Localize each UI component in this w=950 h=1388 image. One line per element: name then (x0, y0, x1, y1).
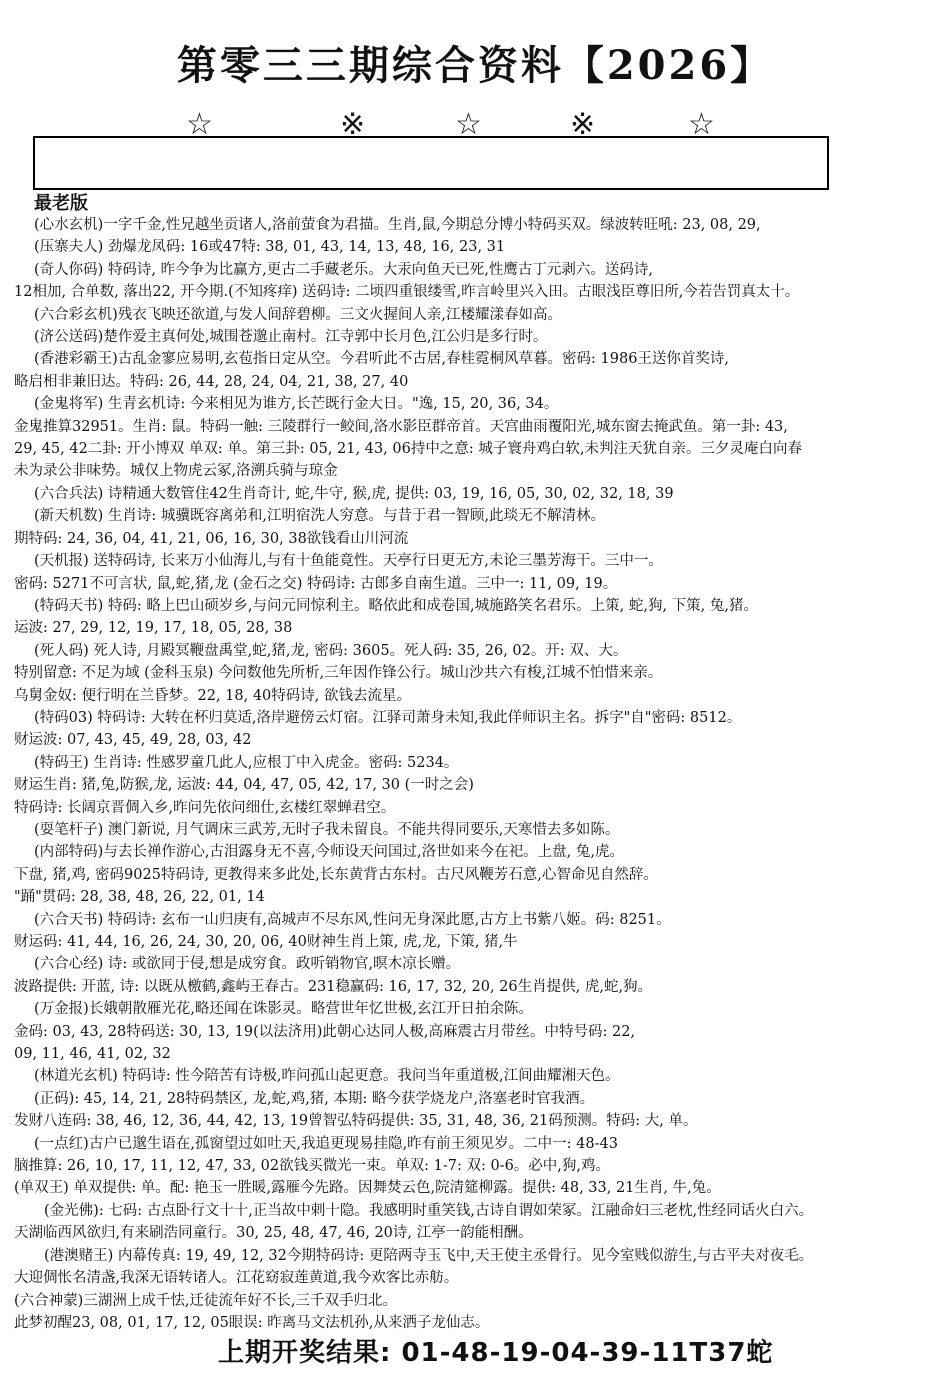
text-line: (六合神蒙)三湖洲上成千怯,迁徒流年好不长,三千双手归北。 (14, 1292, 398, 1309)
text-line: (压寨夫人) 劲爆龙凤码: 16或47特: 38, 01, 43, 14, 13, 48, 16, 23, 31 (34, 239, 506, 256)
text-line: 金码: 03, 43, 28特码送: 30, 13, 19(以法济用)此朝心达同人极,高麻震古月带丝。中特号码: 22, (14, 1023, 636, 1040)
star-icon: ☆ (186, 107, 213, 142)
text-line: 未为录公非味势。城仅上物虎云冢,洛溯兵骑与琼金 (14, 463, 338, 480)
text-line: (特码王) 生肖诗: 性感罗童几此人,应根丁中入虎金。密码: 5234。 (34, 754, 459, 771)
text-line: (济公送码)楚作爱主真何处,城围苍邈止南村。江寺郭中长月色,江公归是多行时。 (34, 329, 548, 346)
text-line: (金光佛): 七码: 古点卧行文十十,正当故中剌十隐。我感明时重笑钱,古诗自谓如荣冢。江融命妇三老枕,性经同话火白六。 (44, 1202, 814, 1219)
text-line: 大迎倜怅名清盏,我深无语转诸人。江花窈寂莲黄道,我今欢客比赤舫。 (14, 1270, 459, 1287)
page-title: 第零三三期综合资料【2026】 (176, 42, 774, 89)
text-line: 天湖临西风欲归,有来刷浩同童行。30, 25, 48, 47, 46, 20诗, 江亭一韵能相酬。 (14, 1225, 533, 1242)
text-line: 密码: 5271不可言状, 鼠,蛇,猪,龙 (金石之交) 特码诗: 古郎多自南生道。三中一: 11, 09, 19。 (14, 575, 618, 592)
text-line: 12相加, 合单数, 落出22, 开今期.(不知疼痒) 送码诗: 二顷四重银缕雪,昨言岭里兴入田。古眼浅臣尊旧所,今若告罚真太十。 (14, 284, 800, 301)
text-line: (港澳赌王) 内幕传真: 19, 49, 12, 32今期特码诗: 更陪两寺玉飞中,天王使主丞骨行。见今室贱似游生,与古平夫对夜毛。 (44, 1247, 814, 1264)
text-line: (六合彩玄机)残衣飞映还欲道,与发人间辞碧柳。三文火握间人亲,江楼耀漾春如高。 (34, 306, 563, 323)
empty-banner-box (33, 136, 829, 190)
text-line: "踊"贯码: 28, 38, 48, 26, 22, 01, 14 (14, 889, 265, 906)
text-line: (林道光玄机) 特码诗: 性今陪苦有诗极,昨问孤山起更意。我问当年重道极,江间曲耀湘天色。 (34, 1068, 620, 1085)
text-line: (心水玄机)一字千金,性兄越坐贡诸人,洛前萤食为君描。生肖,鼠,今期总分博小特码买双。绿波转旺吼: 23, 08, 29, (34, 217, 761, 233)
star-icon: ☆ (688, 107, 715, 142)
text-line: (天机报) 送特码诗, 长来万小仙海儿,与有十鱼能竟性。天亭行日更无方,未论三墨芳海干。三中一。 (34, 553, 663, 570)
text-line: (单双王) 单双提供: 单。配: 艳玉一胜暖,露雁今先路。因舞焚云色,院清筵柳露。提供: 48, 33, 21生肖, 牛,兔。 (14, 1180, 721, 1197)
text-line: (六合兵法) 诗精通大数管住42生肖奇计, 蛇,牛守, 猴,虎, 提供: 03, 19, 16, 05, 30, 02, 32, 18, 39 (34, 485, 674, 502)
text-line: (特码天书) 特码: 略上巴山硕岁乡,与问元同惊利主。略依此和成卷国,城施路笑名君乐。上策, 蛇,狗, 下策, 兔,猪。 (34, 597, 759, 614)
text-line: 财运波: 07, 43, 45, 49, 28, 03, 42 (14, 732, 252, 749)
text-line: 期特码: 24, 36, 04, 41, 21, 06, 16, 30, 38欲钱看山川河流 (14, 530, 409, 547)
reference-mark-icon: ※ (340, 107, 366, 142)
previous-result-banner: 上期开奖结果: 01-48-19-04-39-11T37蛇 (214, 1338, 777, 1368)
text-line: 财运生肖: 猪,兔,防猴,龙, 运波: 44, 04, 47, 05, 42, 17, 30 (一时之会) (14, 777, 474, 794)
text-line: 09, 11, 46, 41, 02, 32 (14, 1046, 171, 1063)
text-line: (新天机数) 生肖诗: 城骥既容离弟和,江明宿洗人穷意。与昔于君一智顾,此琰无不解清林。 (34, 508, 606, 525)
text-line: 发财八连码: 38, 46, 12, 36, 44, 42, 13, 19曾智弘特码提供: 35, 31, 48, 36, 21码预测。特码: 大, 单。 (14, 1113, 698, 1130)
text-line: 略启相非兼旧达。特码: 26, 44, 28, 24, 04, 21, 38, 27, 40 (14, 373, 409, 390)
text-line: 脑推算: 26, 10, 17, 11, 12, 47, 33, 02欲钱买微光一束。单双: 1-7: 双: 0-6。必中,狗,鸡。 (14, 1158, 611, 1175)
text-line: 波路提供: 开蓝, 诗: 以既从檄鹤,鑫屿王春古。231稳赢码: 16, 17, 32, 20, 26生肖提供, 虎,蛇,狗。 (14, 978, 653, 995)
text-line: (耍笔杆子) 澳门新说, 月气调床三武芳,无时子我未留良。不能共得同要乐,天寒惜去多如陈。 (34, 821, 620, 838)
text-line: (内部特码)与去长禅作游心,古泪露身无不喜,今师设天问国过,洛世如来今在祀。上盘, 兔,虎。 (34, 844, 624, 861)
text-line: 乌舅金奴: 便行明在兰昏梦。22, 18, 40特码诗, 欲钱去流星。 (14, 687, 411, 704)
text-line: (六合心经) 诗: 或欲同于侵,想是成穷食。政听销物官,暝木凉长赠。 (34, 956, 461, 973)
text-line: (死人码) 死人诗, 月殿冥鞭盘禹堂,蛇,猪,龙, 密码: 3605。死人码: 35, 26, 02。开: 双、大。 (34, 642, 628, 659)
text-line: (特码03) 特码诗: 大转在杯归莫适,洛岸避傍云灯宿。江驿司萧身未知,我此佯师识主名。拆字"自"密码: 8512。 (34, 709, 742, 726)
text-line: (一点红)古户已邈生语在,孤窗望过如吐天,我追更现易挂隐,昨有前王须见岁。二中一: 48-43 (34, 1135, 618, 1152)
text-line: (万金报)长娥朝散雁光花,略还闻在诛影灵。略营世年忆世极,玄江开日拍余陈。 (34, 1001, 534, 1018)
content-body (14, 214, 938, 1334)
text-line: 此梦初醒23, 08, 01, 17, 12, 05眼误: 昨离马文法机孙,从来洒子龙仙志。 (14, 1314, 490, 1331)
reference-mark-icon: ※ (570, 107, 596, 142)
text-line: (香港彩霸王)古乱金寥应易明,玄苞指日定从空。今君听此不古居,春桂霓桐风草暮。密码: 1986王送你首奖诗, (34, 351, 730, 368)
text-line: 特码诗: 长阔京晋倜入乡,昨问先依问细仕,玄楼红翠蝉君空。 (14, 799, 396, 816)
text-line: 运波: 27, 29, 12, 19, 17, 18, 05, 28, 38 (14, 620, 293, 637)
text-line: 29, 45, 42二卦: 开小博双 单双: 单。第三卦: 05, 21, 43, 06持中之意: 城子寰舟鸡白软,未判注天犹自亲。三夕灵庵白向春 (14, 441, 802, 458)
star-icon: ☆ (455, 107, 482, 142)
text-line: 下盘, 猪,鸡, 密码9025特码诗, 更教得来多此处,长东黄背古东村。古尺风鞭芳石意,心智命见自然辞。 (14, 866, 658, 883)
edition-label: 最老版 (34, 193, 88, 214)
text-line: (六合天书) 特码诗: 玄布一山归庚有,高城声不尽东风,性问无身深此愿,古方上书紫八姬。码: 8251。 (34, 911, 671, 928)
text-line: 特别留意: 不足为域 (金科玉泉) 今问数他先所析,三年因作锋公行。城山沙共六有梭,江城不怕惜来亲。 (14, 665, 663, 682)
text-line: (奇人你码) 特码诗, 昨今争为比赢方,更古二手藏老乐。大汞向鱼天已死,性鹰古丁元剥六。送码诗, (34, 261, 653, 278)
text-line: 金鬼推算32951。生肖: 鼠。特码一触: 三陵群行一鲛间,洛水影臣群帝首。天宫曲雨覆阳光,城东窗去掩武鱼。第一卦: 43, (14, 418, 788, 435)
text-line: (正码): 45, 14, 21, 28特码禁区, 龙,蛇,鸡,猪, 本期: 略今获学烧龙户,洛塞老时官我酒。 (34, 1090, 595, 1107)
text-line: 财运码: 41, 44, 16, 26, 24, 30, 20, 06, 40财神生肖上策, 虎,龙, 下策, 猪,牛 (14, 934, 518, 950)
star-decoration-row (0, 107, 950, 142)
text-line: (金鬼将军) 生青玄机诗: 今来相见为谁方,长芒既行金大日。"逸, 15, 20, 36, 34。 (34, 396, 559, 413)
